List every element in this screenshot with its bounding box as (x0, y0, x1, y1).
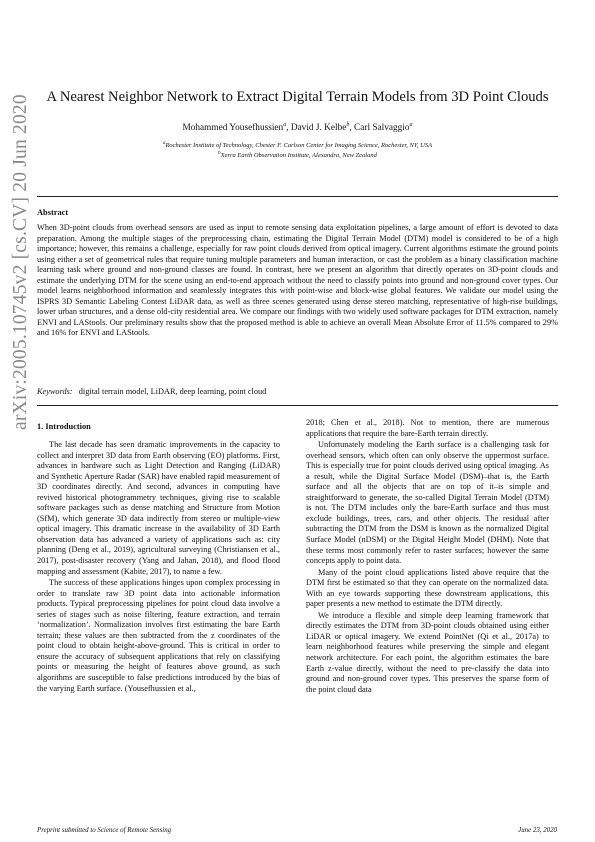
left-column (37, 440, 280, 694)
affiliation-a: $^a$Rochester Institute of Technology, Chester F. Carlson Center for Imaging Science, Rochester, NY, USA (162, 141, 433, 150)
abstract-heading: Abstract (37, 208, 69, 217)
section-heading: 1. Introduction (37, 422, 91, 431)
author-list: Mohammed Yousefhussien$^a$, David J. Kelbe$^b$, Carl Salvaggio$^a$ (182, 122, 413, 134)
paper-title: A Nearest Neighbor Network to Extract Digital Terrain Models from 3D Point Clouds (46, 89, 549, 105)
top-divider (37, 196, 558, 197)
keywords-label: Keywords: (37, 387, 73, 396)
keywords-line (37, 387, 266, 396)
paragraph: Unfortunately modeling the Earth surface is a challenging task for overhead sensors, which often can only observe the uppermost surface. This is especially true for point clouds derived using optical imaging. As a result, while the Digital Surface Model (DSM)–that is, the Earth surface and all the objects that are on top of it–is simple and straightforward to generate, the so-called Digital Terrain Model (DTM) is not. The DTM includes only the bare-Earth surface and thus must exclude buildings, trees, cars, and other objects. The residual after subtracting the DTM from the DSM is known as the normalized Digital Surface Model (nDSM) or the Digital Height Model (DHM). Note that these terms most commonly refer to raster surfaces; however the same concepts apply to point data. (306, 440, 549, 566)
paragraph: Many of the point cloud applications listed above require that the DTM first be estimated so that they can operate on the normalized data. With an eye towards supporting these downstream applications, this paper presents a new method to estimate the DTM directly. (306, 567, 549, 609)
footer-journal: Preprint submitted to Science of Remote Sensing (37, 827, 172, 834)
paragraph: The success of these applications hinges upon complex processing in order to translate raw 3D point data into actionable information products. Typical preprocessing pipelines for point cloud data involve a series of stages such as noise filtering, feature extraction, and terrain ‘normalization’. Normalization involves first estimating the bare Earth terrain; these values are then subtracted from the z coordinates of the point cloud to obtain height-above-ground. This is critical in order to ensure the accuracy of subsequent applications that rely on classifying points or measuring the height of features above ground, as such algorithms are susceptible to false predictions introduced by the bias of the varying Earth surface. (Yousefhussien et al., (37, 578, 280, 693)
paragraph: We introduce a flexible and simple deep learning framework that directly estimates the DTM from 3D-point clouds obtained using either LiDAR or optical imagery. We extend PointNet (Qi et al., 2017a) to learn neighborhood features while preserving the simple and elegant network architecture. For each point, the algorithm estimates the bare Earth z-value directly, without the need to pre-classify the data into ground and non-ground cover types. This preserves the sparse form of the point cloud data (306, 610, 549, 694)
author-affil-mark: b (346, 122, 350, 128)
arxiv-identifier: arXiv:2005.10745v2 [cs.CV] 20 Jun 2020 (10, 94, 31, 430)
keywords-text: digital terrain model, LiDAR, deep learning, point cloud (78, 387, 267, 396)
paragraph: 2018; Chen et al., 2018). Not to mention, there are numerous applications that require the bare-Earth terrain directly. (306, 418, 549, 438)
author-name: David J. Kelbe (290, 123, 347, 134)
author-name: Mohammed Yousefhussien (182, 123, 284, 134)
author-affil-mark: a (409, 122, 413, 128)
author-name: Carl Salvaggio (354, 123, 410, 134)
right-column (306, 418, 549, 695)
paragraph: The last decade has seen dramatic improvements in the capacity to collect and interpret 3D data from Earth observing (EO) platforms. First, advances in hardware such as Light Detection and Ranging (LiDAR) and Synthetic Aperture Radar (SAR) have enabled rapid measurement of 3D coordinates directly. And second, advances in computing have revived historical photogrammetry techniques, giving rise to scalable software packages such as dense matching and Structure from Motion (SfM), which generate 3D data indirectly from stereo or multiple-view optical imagery. This dramatic increase in the availability of 3D Earth observation data has advanced a variety of applications such as: city planning (Deng et al., 2019), agricultural surveying (Christiansen et al., 2017), post-disaster recovery (Yang and Jahan, 2018), and flood flood mapping and assessment (Kabite, 2017), to name a few. (37, 440, 280, 576)
abstract-body: When 3D-point clouds from overhead sensors are used as input to remote sensing data exploitation pipelines, a large amount of effort is devoted to data preparation. Among the multiple stages of the preprocessing chain, estimating the Digital Terrain Model (DTM) model is considered to be of a high importance; however, this remains a challenge, especially for raw point clouds derived from optical imagery. Current algorithms estimate the ground points using either a set of geometrical rules that require tuning multiple parameters and human interaction, or cast the problem as a binary classification machine learning task where ground and non-ground classes are found. In contrast, here we present an algorithm that directly operates on 3D-point clouds and estimate the underlying DTM for the scene using an end-to-end approach without the need to classify points into ground and non-ground cover types. Our model learns neighborhood information and seamlessly integrates this with point-wise and block-wise global features. We validate our model using the ISPRS 3D Semantic Labeling Contest LiDAR data, as well as three scenes generated using dense stereo matching, representative of high-rise buildings, lower urban structures, and a dense old-city residential area. We compare our findings with two widely used software packages for DTM extraction, namely ENVI and LAStools. Our preliminary results show that the proposed method is able to achieve an overall Mean Absolute Error of 11.5% compared to 29% and 16% for ENVI and LAStools. (37, 223, 558, 338)
footer-date: June 23, 2020 (518, 827, 557, 834)
bottom-divider (37, 405, 558, 406)
affiliation-b: $^b$Xerra Earth Observation Institute, Alexandra, New Zealand (218, 151, 377, 160)
author-affil-mark: a (283, 122, 287, 128)
